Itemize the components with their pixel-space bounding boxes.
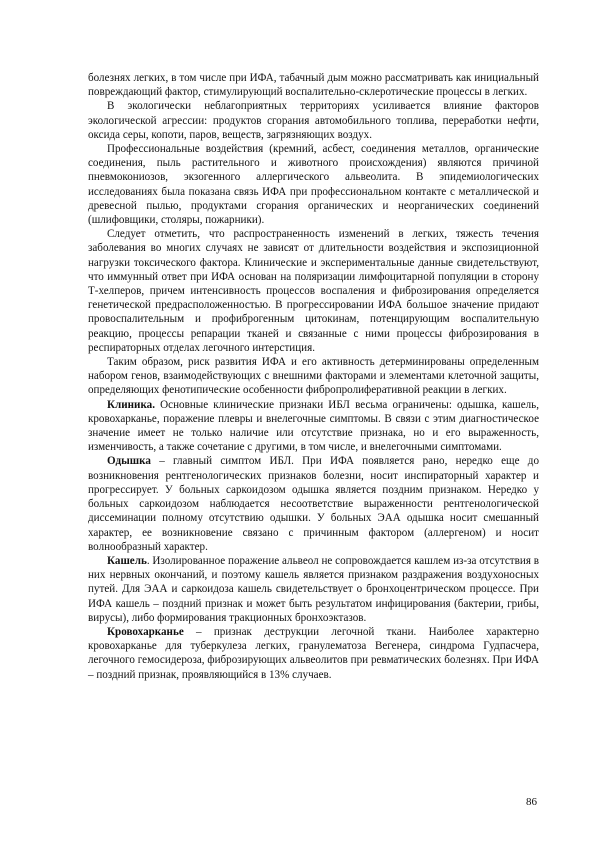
paragraph-text: Основные клинические признаки ИБЛ весьма ограничены: одышка, кашель, кровохарканье, поражение плевры и внелегочные симптомы. В связи с этим диагностическое значение имеет не только наличие или отсутствие признака, но и его выраженность, изменчивость, а также сочетание с другими, в том числе, и внелегочными симптомами. xyxy=(88,398,539,454)
paragraph-cough xyxy=(88,554,539,625)
paragraph-clinic xyxy=(88,398,539,455)
paragraph-heading: Клиника. xyxy=(107,398,155,411)
paragraph-text: В экологически неблагоприятных территориях усиливается влияние факторов экологической агрессии: продуктов сгорания автомобильного топлива, переработки нефти, оксида серы, копоти, паров, веществ, загрязняющих воздух. xyxy=(88,100,539,141)
paragraph-heading: Кашель xyxy=(107,554,147,567)
paragraph-text: – главный симптом ИБЛ. При ИФА появляется рано, нередко еще до возникновения рентгенологических признаков болезни, носит инспираторный характер и прогрессирует. У больных саркоидозом одышка является поздним признаком. Нередко у больных саркоидозом наблюдается несоответствие выраженности рентгенологической диссеминации полному отсутствию одышки. У больных ЭАА одышка носит смешанный характер, ее возникновение связано с причинным фактором (аллергеном) и носит волнообразный характер. xyxy=(88,455,539,553)
page-number: 86 xyxy=(526,796,537,808)
paragraph-hemoptysis xyxy=(88,625,539,682)
paragraph-text: Профессиональные воздействия (кремний, асбест, соединения металлов, органические соединения, пыль растительного и животного происхождения) являются причиной пневмокониозов, экзогенного аллергического альвеолита. В эпидемиологических исследованиях была показана связь ИФА при профессиональном контакте с металлической и древесной пылью, продуктами сгорания органических и неорганических соединений (шлифовщики, столяры, пожарники). xyxy=(88,143,539,227)
paragraph-3 xyxy=(88,142,539,227)
paragraph-text: Таким образом, риск развития ИФА и его активность детерминированы определенным набором генов, взаимодействующих с внешними факторами и элементами клеточной защиты, определяющих фенотипические особенности фибропролиферативной реакции в легких. xyxy=(88,356,539,397)
paragraph-2 xyxy=(88,99,539,142)
paragraph-heading: Одышка xyxy=(107,455,151,468)
paragraph-4 xyxy=(88,227,539,355)
paragraph-5 xyxy=(88,355,539,398)
paragraph-text: болезнях легких, в том числе при ИФА, табачный дым можно рассматривать как инициальный повреждающий фактор, стимулирующий воспалительно-склеротические процессы в легких. xyxy=(88,72,539,99)
paragraph-dyspnea xyxy=(88,454,539,553)
paragraph-1 xyxy=(88,71,539,99)
paragraph-heading: Кровохарканье xyxy=(107,625,184,638)
paragraph-text: – признак деструкции легочной ткани. Наиболее характерно кровохарканье для туберкулеза легких, гранулематоза Вегенера, синдрома Гудпасчера, легочного гемосидероза, фиброзирующих альвеолитов при ревматических болезнях. При ИФА – поздний признак, проявляющийся в 13% случаев. xyxy=(88,625,539,681)
paragraph-text: . Изолированное поражение альвеол не сопровождается кашлем из-за отсутствия в них нервных окончаний, и поэтому кашель является признаком раздражения воздухоносных путей. Для ЭАА и саркоидоза кашель свидетельствует о бронхоцентрическом процессе. При ИФА кашель – поздний признак и может быть результатом инфицирования (бактерии, грибы, вирусы), либо формирования тракционных бронхоэктазов. xyxy=(88,554,539,624)
paragraph-text: Следует отметить, что распространенность изменений в легких, тяжесть течения заболевания во многих случаях не зависят от длительности воздействия и экспозиционной нагрузки токсического фактора. Клинические и экспериментальные данные свидетельствуют, что иммунный ответ при ИФА основан на поляризации лимфоцитарной популяции в сторону Т-хелперов, причем интенсивность процессов воспаления и фиброзирования определяется генетической предрасположенностью. В прогрессировании ИФА большое значение придают провоспалительным и профиброгенным цитокинам, потенцирующим воспалительную реакцию, процессы репарации тканей и связанные с ними процессы фиброзирования в респираторных отделах легочного интерстиция. xyxy=(88,228,539,354)
document-body xyxy=(88,71,539,682)
